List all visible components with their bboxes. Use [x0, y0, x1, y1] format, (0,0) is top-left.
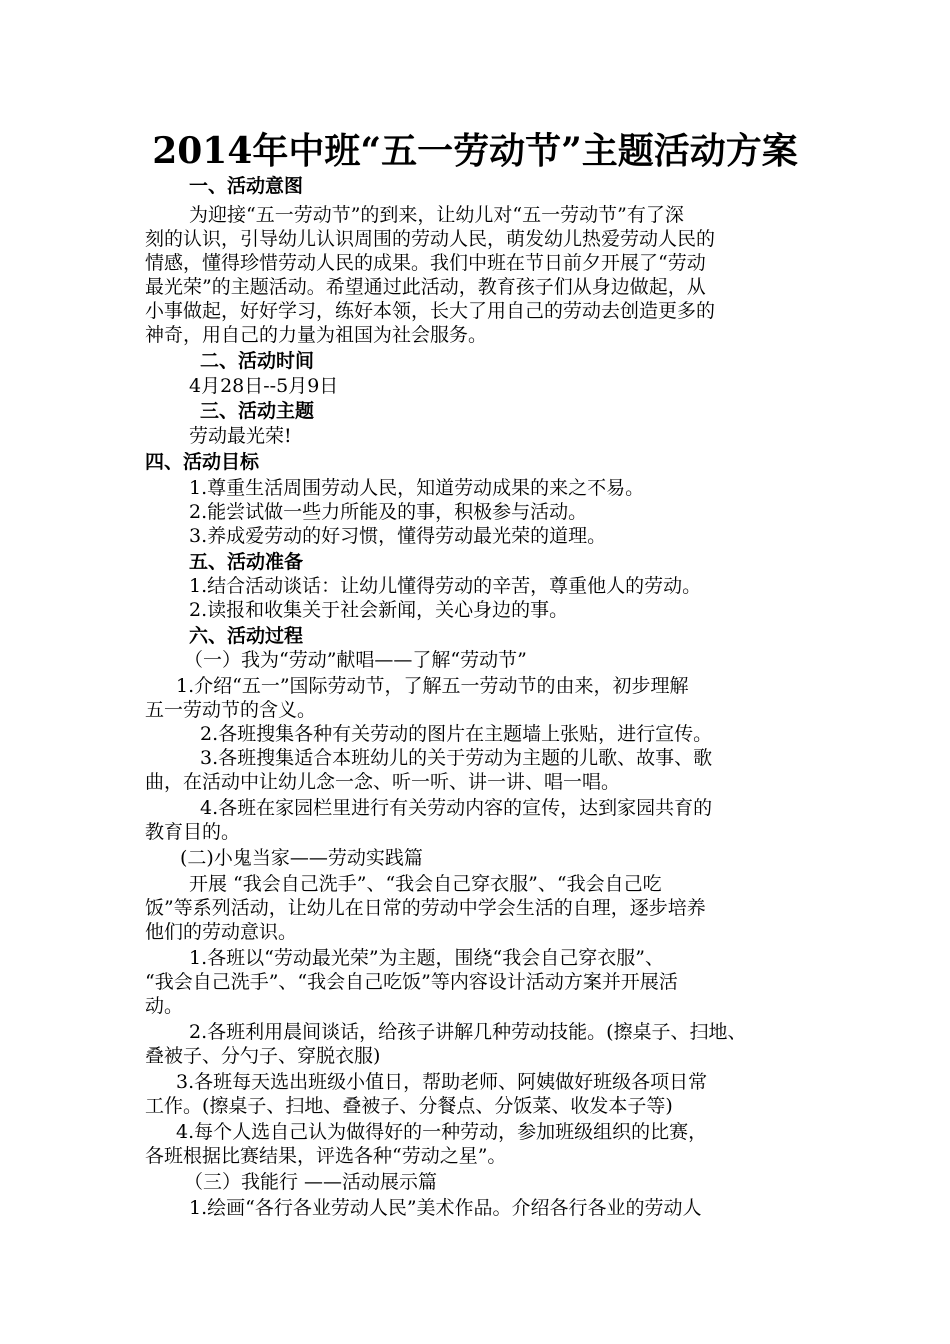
- goal-item: 2.能尝试做一些力所能及的事，积极参与活动。: [189, 501, 588, 523]
- theme-text: 劳动最光荣!: [189, 425, 292, 447]
- paragraph-line: 工作。(擦桌子、扫地、叠被子、分餐点、分饭菜、收发本子等): [145, 1095, 673, 1117]
- paragraph-line: 4.各班在家园栏里进行有关劳动内容的宣传，达到家园共育的: [200, 797, 713, 819]
- paragraph-line: 小事做起，好好学习，练好本领，长大了用自己的劳动去创造更多的: [145, 300, 716, 322]
- paragraph-line: 教育目的。: [145, 821, 241, 843]
- subsection-heading: (二)小鬼当家——劳动实践篇: [180, 847, 423, 869]
- paragraph-line: 动。: [145, 995, 184, 1017]
- paragraph-line: “我会自己洗手”、“我会自己吃饭”等内容设计活动方案并开展活: [145, 971, 678, 993]
- prep-item: 1.结合活动谈话：让幼儿懂得劳动的辛苦，尊重他人的劳动。: [189, 575, 702, 597]
- goal-item: 1.尊重生活周围劳动人民，知道劳动成果的来之不易。: [189, 477, 645, 499]
- heading-prep: 五、活动准备: [189, 551, 304, 573]
- time-text: 4月28日--5月9日: [189, 375, 339, 397]
- paragraph-line: 开展 “我会自己洗手”、“我会自己穿衣服”、“我会自己吃: [189, 873, 662, 895]
- paragraph-line: 3.各班每天选出班级小值日，帮助老师、阿姨做好班级各项日常: [176, 1071, 708, 1093]
- paragraph-line: 刻的认识，引导幼儿认识周围的劳动人民，萌发幼儿热爱劳动人民的: [145, 228, 716, 250]
- heading-time: 二、活动时间: [200, 350, 315, 372]
- paragraph-line: 各班根据比赛结果，评选各种“劳动之星”。: [145, 1145, 507, 1167]
- paragraph-line: 饭”等系列活动，让幼儿在日常的劳动中学会生活的自理，逐步培养: [145, 897, 706, 919]
- subsection-heading: （三）我能行 ——活动展示篇: [184, 1171, 438, 1193]
- paragraph-line: 叠被子、分勺子、穿脱衣服): [145, 1045, 381, 1067]
- paragraph-line: 4.每个人选自己认为做得好的一种劳动，参加班级组织的比赛，: [176, 1121, 708, 1143]
- paragraph-line: 五一劳动节的含义。: [145, 699, 317, 721]
- paragraph-line: 为迎接“五一劳动节”的到来，让幼儿对“五一劳动节”有了深: [189, 204, 684, 226]
- heading-intent: 一、活动意图: [189, 175, 304, 197]
- heading-process: 六、活动过程: [189, 625, 304, 647]
- paragraph-line: 他们的劳动意识。: [145, 921, 298, 943]
- heading-goals: 四、活动目标: [145, 451, 260, 473]
- paragraph-line: 3.各班搜集适合本班幼儿的关于劳动为主题的儿歌、故事、歌: [200, 747, 713, 769]
- prep-item: 2.读报和收集关于社会新闻，关心身边的事。: [189, 599, 569, 621]
- paragraph-line: 2.各班搜集各种有关劳动的图片在主题墙上张贴，进行宣传。: [200, 723, 713, 745]
- goal-item: 3.养成爱劳动的好习惯，懂得劳动最光荣的道理。: [189, 525, 607, 547]
- paragraph-line: 神奇，用自己的力量为祖国为社会服务。: [145, 324, 488, 346]
- subsection-heading: （一）我为“劳动”献唱——了解“劳动节”: [184, 649, 527, 671]
- paragraph-line: 曲，在活动中让幼儿念一念、听一听、讲一讲、唱一唱。: [145, 771, 621, 793]
- heading-theme: 三、活动主题: [200, 400, 315, 422]
- paragraph-line: 1.各班以“劳动最光荣”为主题，围绕“我会自己穿衣服”、: [189, 947, 664, 969]
- paragraph-line: 最光荣”的主题活动。希望通过此活动，教育孩子们从身边做起，从: [145, 276, 706, 298]
- paragraph-line: 2.各班利用晨间谈话，给孩子讲解几种劳动技能。(擦桌子、扫地、: [189, 1021, 747, 1043]
- paragraph-line: 1.介绍“五一”国际劳动节，了解五一劳动节的由来，初步理解: [176, 675, 689, 697]
- paragraph-line: 1.绘画“各行各业劳动人民”美术作品。介绍各行各业的劳动人: [189, 1197, 702, 1219]
- paragraph-line: 情感，懂得珍惜劳动人民的成果。我们中班在节日前夕开展了“劳动: [145, 252, 706, 274]
- document-title: 2014年中班“五一劳动节”主题活动方案: [152, 130, 798, 172]
